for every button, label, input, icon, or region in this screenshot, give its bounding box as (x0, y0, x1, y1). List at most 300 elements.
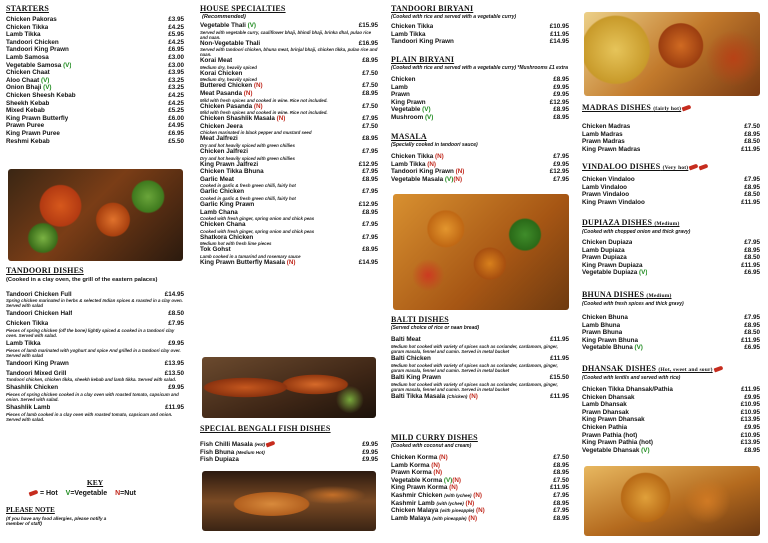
menu-item-row (200, 246, 378, 254)
menu-item (391, 176, 569, 184)
item-price: £12.95 (358, 160, 378, 168)
item-name (200, 456, 239, 464)
menu-item (391, 507, 569, 515)
item-price: £8.95 (744, 446, 760, 454)
balti-list (391, 336, 569, 401)
house-specialties-subtitle: (Recommended) (202, 14, 246, 20)
item-price: £3.00 (168, 53, 184, 61)
menu-item-row (391, 114, 569, 122)
menu-item (582, 123, 760, 131)
menu-item (6, 340, 184, 358)
item-description: Pieces of spring chicken cooked in a clay oven with roasted tomato, capsicum and onion. Served with salad. (6, 391, 179, 402)
item-name: Non-Vegetable Thali (200, 39, 261, 47)
item-price: £4.95 (168, 122, 184, 130)
menu-item (6, 122, 184, 130)
item-name-text: Fish Bhuna (200, 448, 235, 456)
item-name-text: Chicken Sheesh Kebab (6, 91, 76, 99)
item-price: £11.95 (550, 393, 569, 401)
item-name-text: Balti Chicken (391, 355, 431, 363)
menu-item-row (391, 176, 569, 184)
menu-item-row (200, 176, 378, 184)
item-mark: (N) (469, 393, 478, 401)
item-price: £8.95 (744, 183, 760, 191)
menu-item-row (6, 31, 184, 39)
menu-item-row (582, 176, 760, 184)
menu-item (6, 54, 184, 62)
plain-biryani-list (391, 76, 569, 122)
menu-item-row (391, 168, 569, 176)
item-name: Chicken Pathia (582, 423, 628, 431)
menu-item (582, 239, 760, 247)
item-price: £11.95 (550, 336, 569, 343)
menu-item-row (6, 122, 184, 130)
menu-item-row (200, 201, 378, 209)
menu-item-row (200, 115, 378, 123)
item-price: £7.95 (362, 188, 378, 196)
bhuna-subtitle: (Cooked with fresh spices and thick gravy) (582, 301, 684, 307)
item-price: £8.50 (168, 310, 184, 318)
item-name-text: Tandoori Chicken Half (6, 310, 73, 318)
item-name-text: Prawn Puree (6, 122, 45, 130)
house-specialties-list (200, 22, 378, 266)
item-price: £7.95 (744, 176, 760, 183)
menu-item-row (582, 199, 760, 207)
item-name-text: Tandoori Mixed Grill (6, 369, 67, 377)
item-price: £9.95 (168, 339, 184, 347)
item-name (200, 449, 265, 457)
item-name-text: Chicken Tikka (391, 23, 434, 30)
menu-item (391, 99, 569, 107)
item-description: Lamb cooked in a tamarind and rosemary sauce (200, 253, 301, 259)
menu-item (391, 84, 569, 92)
item-name-text: Tandoori King Prawn (6, 359, 69, 367)
item-price: £8.50 (744, 329, 760, 337)
item-price: £8.95 (553, 461, 569, 469)
item-name: Korai Meat (200, 57, 233, 65)
item-price: £8.95 (362, 246, 378, 254)
item-price: £7.50 (362, 122, 378, 130)
menu-item (6, 115, 184, 123)
menu-item-row (6, 62, 184, 70)
menu-item (391, 462, 569, 470)
item-name: Meat Jalfrezi (200, 135, 238, 143)
item-name: Buttered Chicken (N) (200, 82, 263, 90)
menu-item-row (582, 239, 760, 247)
item-price: £6.95 (168, 46, 184, 54)
item-price: £13.50 (164, 369, 184, 377)
item-name (582, 123, 630, 131)
item-name (582, 131, 623, 139)
item-name-text: Lamb Tikka (6, 31, 41, 39)
menu-item-row (391, 161, 569, 169)
plain-biryani-section (391, 55, 569, 122)
menu-item (200, 168, 378, 176)
item-name: King Prawn Dhansak (582, 416, 645, 424)
menu-item (391, 336, 569, 354)
item-name: Chicken Malaya (with pineapple) (N) (391, 507, 485, 515)
item-name: King Prawn Bhuna (582, 336, 638, 344)
item-name (6, 138, 50, 146)
menu-item (200, 259, 378, 267)
menu-item (391, 374, 569, 392)
menu-item (582, 401, 760, 409)
item-name: Korai Chicken (200, 69, 243, 77)
menu-item (391, 500, 569, 508)
menu-item-row (200, 168, 378, 176)
item-price: £3.25 (168, 84, 184, 92)
menu-item-row (391, 23, 569, 31)
masala-section (391, 132, 569, 183)
item-price: £8.95 (362, 89, 378, 97)
item-name-text: Aloo Chaat (6, 76, 40, 84)
bhuna-list (582, 314, 760, 352)
item-description: Pieces of lamb cooked in a clay oven with roasted tomato, capsicum and onion. Served with salad. (6, 411, 173, 422)
menu-item-row (6, 92, 184, 100)
menu-item (6, 320, 184, 338)
item-name: Chicken Bhuna (582, 314, 628, 321)
menu-item-row (200, 135, 378, 143)
menu-item (582, 329, 760, 337)
menu-item (6, 384, 184, 402)
item-price: £7.95 (553, 491, 569, 499)
item-price: £10.95 (740, 401, 760, 409)
item-name-text: Lamb Samosa (6, 53, 49, 61)
item-price: £4.25 (168, 38, 184, 46)
menu-item-row (200, 221, 378, 229)
menu-item-row (6, 16, 184, 24)
item-name: Lamb Dhansak (582, 401, 627, 409)
item-price: £7.95 (362, 147, 378, 155)
menu-item-row (200, 90, 378, 98)
item-price: £7.50 (553, 454, 569, 461)
menu-item (582, 394, 760, 402)
menu-item (582, 176, 760, 184)
item-price: £11.95 (741, 145, 760, 153)
item-name (391, 23, 433, 31)
menu-item-row (6, 310, 184, 318)
item-price: £7.95 (744, 314, 760, 321)
key-nut: N=Nut (115, 490, 136, 497)
madras-section (582, 103, 760, 153)
menu-item (582, 247, 760, 255)
item-name: Shatkora Chicken (200, 233, 254, 241)
starters-list (6, 16, 184, 145)
item-note: (Chicken) (446, 394, 468, 400)
item-name: Lamb (391, 83, 408, 91)
item-price: £7.50 (744, 123, 760, 130)
menu-item-row (6, 320, 184, 328)
menu-item-row (582, 344, 760, 352)
menu-item (6, 291, 184, 309)
item-price: £11.95 (550, 30, 569, 38)
balti-subtitle: (Served choice of rice or naan bread) (391, 325, 480, 331)
item-name (6, 54, 49, 62)
menu-item (200, 123, 378, 136)
item-name (6, 384, 58, 392)
menu-item (6, 130, 184, 138)
menu-item-row (582, 314, 760, 322)
item-price: £12.95 (549, 168, 569, 176)
item-name: Chicken Dupiaza (582, 239, 633, 246)
madras-heading: MADRAS DISHES (fairly hot) (582, 103, 760, 114)
menu-item (200, 449, 378, 457)
item-price: £8.95 (744, 246, 760, 254)
menu-item (391, 515, 569, 523)
menu-item (391, 114, 569, 122)
menu-item (391, 23, 569, 31)
item-price: £3.00 (168, 61, 184, 69)
menu-item (391, 454, 569, 462)
item-name: Lamb Korma (N) (391, 461, 440, 469)
item-price: £6.95 (744, 269, 760, 277)
item-price: £8.95 (553, 113, 569, 121)
item-name: Prawn Dupiaza (582, 254, 627, 262)
item-price: £8.50 (744, 138, 760, 146)
menu-item-row (6, 39, 184, 47)
item-description: Pieces of spring chicken (off the bone) lightly spiced & cooked in a tandoori clay oven. Served with salad. (6, 327, 175, 338)
house-specialties-heading: HOUSE SPECIALTIES (200, 4, 286, 13)
dhansak-heading: DHANSAK DISHES (Hot, sweet and sour) (582, 364, 760, 375)
item-description: Medium dry, heavily spiced (200, 64, 257, 70)
item-name: King Prawn Korma (N) (391, 484, 458, 492)
item-name (6, 291, 72, 299)
item-name-text: Sheekh Kebab (6, 99, 50, 107)
balti-heading: BALTI DISHES (391, 315, 449, 324)
item-name (6, 39, 59, 47)
item-name: King Prawn Butterfly Masala (N) (200, 258, 296, 266)
item-name-text: Lamb Tikka (6, 339, 41, 347)
plain-biryani-heading: PLAIN BIRYANI (391, 55, 455, 64)
item-name (6, 100, 49, 108)
menu-item (200, 234, 378, 247)
item-name: Vegetable (V) (391, 106, 431, 114)
menu-item-row (582, 416, 760, 424)
menu-item (6, 100, 184, 108)
menu-item-row (6, 100, 184, 108)
item-price: £15.50 (549, 374, 569, 382)
starters-section (6, 4, 184, 145)
menu-item-row (582, 146, 760, 154)
item-price: £7.95 (362, 115, 378, 123)
item-note: (with lychee) (444, 492, 472, 498)
menu-item-row (391, 84, 569, 92)
chili-icon (29, 490, 39, 497)
item-name: Lamb Malaya (with pineapple) (N) (391, 514, 478, 522)
menu-item-row (391, 38, 569, 46)
menu-item-row (391, 477, 569, 485)
dupiaza-subtitle: (Cooked with chopped onion and thick gravy) (582, 229, 691, 235)
item-price: £7.95 (362, 233, 378, 241)
menu-item-row (6, 115, 184, 123)
item-name-text: Chicken Chaat (6, 69, 50, 77)
item-name (200, 441, 275, 449)
item-description: Dry and hot heavily spiced with green chillies (200, 155, 295, 161)
mild-curry-heading: MILD CURRY DISHES (391, 433, 478, 442)
item-mark: (N) (476, 507, 485, 515)
item-price: £7.95 (362, 221, 378, 229)
item-name-text: Tandoori Chicken Full (6, 290, 72, 298)
menu-item (582, 322, 760, 330)
menu-item (6, 92, 184, 100)
item-name-text: Vegetable Samosa (6, 61, 62, 69)
menu-item-row (6, 24, 184, 32)
menu-item (391, 31, 569, 39)
menu-item-row (582, 262, 760, 270)
bhuna-section (582, 290, 760, 352)
tandoori-dishes-list (6, 291, 184, 422)
menu-item-row (6, 340, 184, 348)
menu-item-row (391, 91, 569, 99)
menu-item-row (582, 432, 760, 440)
menu-item (6, 46, 184, 54)
menu-item-row (6, 360, 184, 368)
menu-item (582, 254, 760, 262)
menu-item-row (6, 107, 184, 115)
item-name-text: Chicken Pakoras (6, 16, 57, 23)
menu-item-row (391, 76, 569, 84)
item-price: £13.95 (740, 416, 760, 424)
item-price: £8.95 (362, 135, 378, 143)
item-name: Chicken Jalfrezi (200, 147, 248, 155)
item-price: £3.25 (168, 76, 184, 84)
item-name (391, 336, 421, 344)
menu-item (200, 188, 378, 201)
menu-item-row (6, 384, 184, 392)
item-name: Vegetable Korma (V)(N) (391, 476, 462, 484)
key-section (6, 478, 184, 497)
item-description: Cooked with fresh ginger, spring onion and chick peas (200, 228, 315, 234)
menu-item (200, 22, 378, 40)
item-note: (with pineapple) (432, 515, 467, 521)
menu-item-row (391, 374, 569, 382)
menu-item (582, 344, 760, 352)
plain-biryani-subtitle: (Cooked with rice and served with a vegetable curry) *Mushrooms £1 extra (391, 65, 568, 71)
item-name-text: King Prawn Vindaloo (582, 198, 645, 206)
vindaloo-list (582, 176, 760, 206)
item-mark: (V) (43, 84, 52, 92)
menu-item (200, 82, 378, 90)
menu-item-row (6, 138, 184, 146)
bengali-fish-section (200, 424, 378, 464)
menu-item-row (582, 322, 760, 330)
menu-item (200, 201, 378, 209)
item-name (6, 404, 50, 412)
item-price: £6.95 (168, 129, 184, 137)
menu-item-row (6, 404, 184, 412)
menu-item (391, 484, 569, 492)
item-description: Cooked in garlic & fresh green chilli, fairly hot (200, 183, 296, 189)
item-name-text: King Prawn Butterfly (6, 114, 69, 122)
menu-item-row (200, 148, 378, 156)
menu-item (582, 424, 760, 432)
menu-item (200, 176, 378, 189)
item-description: Spring chicken marinated in herbs & selected Indian spices & roasted in a clay oven. Served with salad (6, 298, 183, 309)
menu-item (6, 24, 184, 32)
item-name (6, 31, 41, 39)
bengali-fish-list (200, 441, 378, 464)
tandoori-dishes-section (6, 266, 184, 424)
menu-item-row (582, 386, 760, 394)
tandoori-biryani-subtitle: (Cooked with rice and served with a vegetable curry) (391, 14, 517, 20)
item-price: £8.95 (744, 130, 760, 138)
item-name: Meat Pasanda (N) (200, 89, 253, 97)
item-description: Mild with fresh spices and cooked in wine. Rice not included. (200, 110, 328, 116)
item-name: Prawn (391, 91, 410, 99)
curry-photo (584, 12, 760, 96)
menu-item-row (582, 401, 760, 409)
tandoori-biryani-list (391, 23, 569, 46)
item-price: £9.95 (553, 91, 569, 99)
tandoori-biryani-heading: TANDOORI BIRYANI (391, 4, 474, 13)
item-price: £7.50 (553, 476, 569, 484)
key-veg: V=Vegetable (65, 490, 108, 497)
item-name (6, 69, 50, 77)
item-description: Medium hot cooked with variety of spices such as coriander, cardamom, ginger, garam masala, fennel and cumin. Served in metal bucket (391, 381, 558, 392)
item-name: Lamb Tikka (N) (391, 160, 437, 168)
item-name-text: Lamb Vindaloo (582, 183, 628, 191)
item-name (391, 31, 426, 39)
menu-item (391, 469, 569, 477)
menu-item-row (6, 69, 184, 77)
item-price: £10.95 (740, 431, 760, 439)
menu-item-row (582, 184, 760, 192)
item-name: Vegetable Dupiaza (V) (582, 269, 648, 277)
item-name-text: Balti Meat (391, 336, 421, 343)
menu-item (582, 262, 760, 270)
item-name-text: Tandoori King Prawn (391, 38, 454, 46)
menu-item (582, 199, 760, 207)
menu-item (582, 138, 760, 146)
menu-item (6, 77, 184, 85)
item-price: £7.95 (168, 320, 184, 328)
item-name (6, 340, 41, 348)
dhansak-photo (584, 466, 760, 536)
item-name: Chicken Shashlik Masala (N) (200, 115, 286, 123)
item-name (6, 16, 57, 24)
item-price: £9.95 (362, 456, 378, 464)
item-name (391, 38, 454, 46)
menu-item-row (6, 46, 184, 54)
item-description: Chicken marinated in black pepper and mustard seed (200, 130, 312, 136)
menu-item (200, 246, 378, 259)
item-price: £4.25 (168, 23, 184, 31)
item-mark: (V) (40, 76, 50, 84)
item-description: Cooked in garlic & fresh green chilli, fairly hot (200, 195, 296, 201)
menu-item-row (200, 441, 378, 449)
item-name-text: Mixed Kebab (6, 107, 45, 115)
item-name: Prawn Pathia (hot) (582, 431, 638, 439)
item-name: Lamb Dupiaza (582, 246, 625, 254)
item-name-text: Chicken Madras (582, 123, 631, 130)
menu-item (582, 432, 760, 440)
menu-item-row (391, 507, 569, 515)
item-name (582, 138, 625, 146)
menu-item-row (391, 515, 569, 523)
menu-item (6, 370, 184, 383)
menu-item (391, 76, 569, 84)
item-name-text: Reshmi Kebab (6, 137, 50, 145)
menu-item-row (391, 500, 569, 508)
menu-item (200, 161, 378, 169)
tandoori-dishes-heading: TANDOORI DISHES (6, 266, 84, 275)
menu-item (6, 69, 184, 77)
item-note: (Hot) (254, 442, 266, 447)
item-price: £9.95 (744, 423, 760, 431)
menu-item-row (6, 130, 184, 138)
please-note-heading: PLEASE NOTE (6, 506, 55, 514)
menu-item (6, 16, 184, 24)
menu-item-row (391, 454, 569, 462)
